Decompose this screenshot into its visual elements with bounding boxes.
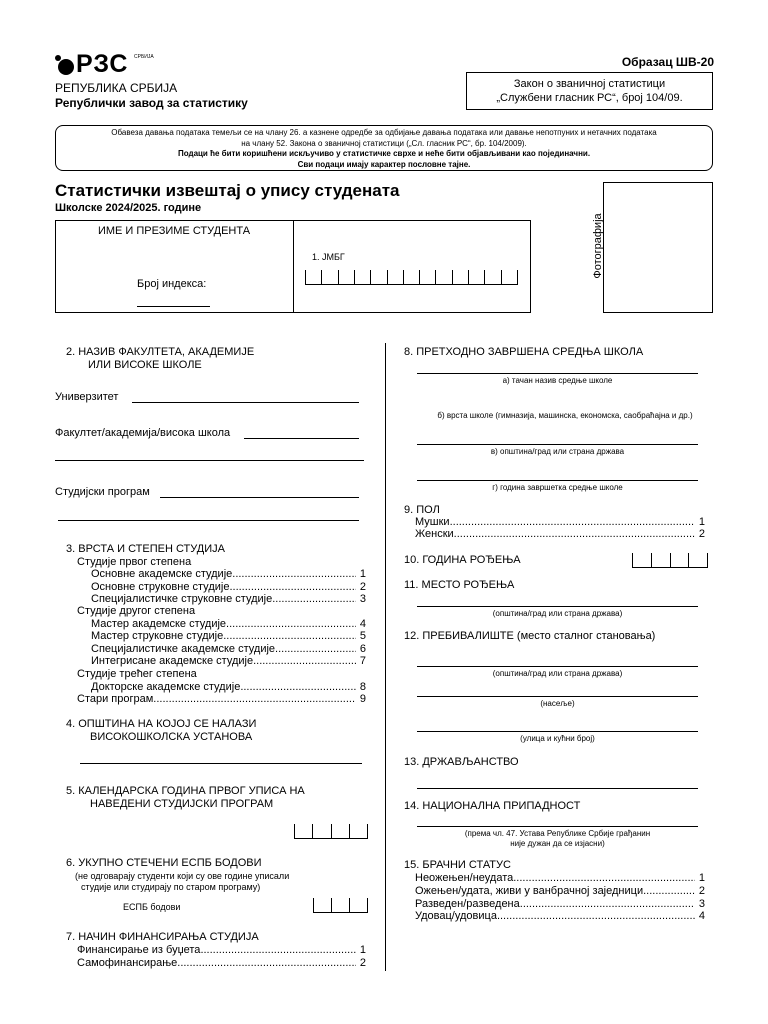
leader-dots [223,630,356,643]
caption-birthplace: (општина/град или страна држава) [492,609,623,618]
study-type-option-code: 8 [359,681,366,693]
comb-divider [349,898,350,912]
financing-option-label: Самофинансирање [77,957,178,969]
marital-status-option-4[interactable] [415,910,705,923]
faculty-label: Факултет/академија/висока школа [55,427,231,439]
comb-divider [501,270,502,284]
leader-dots [177,957,356,970]
comb-divider [707,553,708,567]
comb-divider [484,270,485,284]
sex-option-label: Женски [415,528,454,540]
program-field[interactable] [160,497,359,498]
municipality-field[interactable] [80,763,362,764]
comb-divider [403,270,404,284]
section-12-title: 12. ПРЕБИВАЛИШТЕ (место сталног становања) [404,630,656,642]
section-11-title: 11. МЕСТО РОЂЕЊА [404,579,515,591]
logo [54,52,154,78]
law-line-2: „Службени гласник РС“, број 104/09. [496,92,683,104]
id-box-divider [293,220,294,313]
financing-option-1[interactable] [77,944,366,957]
marital-status-option-code: 2 [698,885,705,897]
leader-dots [643,885,695,898]
law-box [466,72,713,110]
index-number-field[interactable] [137,306,210,307]
caption-nationality: (према чл. 47. Устава Републике Србије грађанин није дужан да се изјасни) [464,829,651,848]
section-9-title: 9. ПОЛ [404,504,440,516]
section-10-title: 10. ГОДИНА РОЂЕЊА [404,554,521,566]
leader-dots [153,693,356,706]
section-7-title: 7. НАЧИН ФИНАНСИРАЊА СТУДИЈА [66,931,259,943]
faculty-field[interactable] [244,438,359,439]
study-type-option-label: Докторске академске студије [91,681,241,693]
marital-status-option-code: 4 [698,910,705,922]
school-graduation-year-field[interactable] [417,480,698,481]
form-code: Образац ШВ-20 [621,55,714,69]
school-municipality-field[interactable] [417,444,698,445]
sex-option-label: Мушки [415,516,450,528]
section-13-title: 13. ДРЖАВЉАНСТВО [404,756,519,768]
caption-school-name: а) тачан назив средње школе [502,376,613,385]
notice-box [55,125,713,171]
sex-option-code: 1 [698,516,705,528]
study-type-option-label: Стари програм [77,693,154,705]
caption-school-municipality: в) општина/град или страна држава [490,447,625,456]
caption-school-graduation-year: г) година завршетка средње школе [492,483,623,492]
comb-divider [338,270,339,284]
espb-points-input[interactable] [313,897,368,913]
third-degree-label: Студије трећег степена [77,668,197,680]
jmbg-input[interactable] [305,269,518,285]
study-type-option-code: 1 [359,568,366,580]
comb-divider [331,824,332,838]
section-3-title: 3. ВРСТА И СТЕПЕН СТУДИЈА [66,543,225,555]
section-15-title: 15. БРАЧНИ СТАТУС [404,859,511,871]
student-name-label: ИМЕ И ПРЕЗИМЕ СТУДЕНТА [97,225,251,237]
photo-label: Фотографија [592,213,604,279]
section-4-title: 4. ОПШТИНА НА КОЈОЈ СЕ НАЛАЗИ ВИСОКОШКОЛСКА УСТАНОВА [66,718,257,743]
comb-divider [419,270,420,284]
financing-option-code: 1 [359,944,366,956]
study-type-option-5[interactable] [91,630,366,643]
first-degree-label: Студије првог степена [77,556,192,568]
leader-dots [497,910,695,923]
notice-line-3: Подаци ће бити коришћени искључиво у статистичке сврхе и неће бити објављивани као појединачни. [177,149,591,158]
citizenship-field[interactable] [417,788,698,789]
sex-option-code: 2 [698,528,705,540]
comb-divider [321,270,322,284]
leader-dots [272,593,356,606]
marital-status-option-label: Неожењен/неудата [415,872,514,884]
residence-municipality-field[interactable] [417,666,698,667]
study-type-option-label: Мастер академске студије [91,618,227,630]
jmbg-label: 1. ЈМБГ [312,252,345,262]
marital-status-option-2[interactable] [415,885,705,898]
institute-name: Републички завод за статистику [55,96,248,110]
caption-school-type: б) врста школе (гимназија, машинска, економска, саобраћајна и др.) [437,411,693,420]
espb-label: ЕСПБ бодови [123,902,181,912]
comb-divider [367,898,368,912]
study-type-option-3[interactable] [91,593,366,606]
section-2-title: 2. НАЗИВ ФАКУЛТЕТА, АКАДЕМИЈЕ ИЛИ ВИСОКЕ ШКОЛЕ [66,346,255,371]
faculty-field-line-2[interactable] [55,460,364,461]
section-6-title: 6. УКУПНО СТЕЧЕНИ ЕСПБ БОДОВИ [66,857,262,869]
program-field-line-2[interactable] [58,520,359,521]
index-number-label: Број индекса: [137,278,207,290]
law-line-1: Закон о званичној статистици [513,78,666,90]
study-type-option-code: 5 [359,630,366,642]
report-title: Статистички извештај о упису студената [55,181,400,200]
comb-divider [354,270,355,284]
comb-divider [688,553,689,567]
comb-divider [313,898,314,912]
comb-divider [632,553,633,567]
financing-option-label: Финансирање из буџета [77,944,201,956]
birth-year-input[interactable] [632,552,708,568]
leader-dots [232,568,356,581]
first-enrollment-year-input[interactable] [294,823,368,839]
nationality-field[interactable] [417,826,698,827]
study-type-option-code: 3 [359,593,366,605]
section-8-title: 8. ПРЕТХОДНО ЗАВРШЕНА СРЕДЊА ШКОЛА [404,346,644,358]
school-name-field[interactable] [417,373,698,374]
comb-divider [367,824,368,838]
logo-text: РЗС [76,50,129,78]
study-type-option-label: Интегрисане академске студије [91,655,254,667]
university-label: Универзитет [55,391,119,403]
section-5-title: 5. КАЛЕНДАРСКА ГОДИНА ПРВОГ УПИСА НА НАВЕДЕНИ СТУДИЈСКИ ПРОГРАМ [66,785,305,810]
caption-residence-street: (улица и кућни број) [520,734,595,743]
study-type-option-label: Основне академске студије [91,568,233,580]
residence-street-field[interactable] [417,731,698,732]
logo-mark-icon [54,54,76,76]
marital-status-option-1[interactable] [415,872,705,885]
comb-divider [517,270,518,284]
comb-divider [387,270,388,284]
caption-residence-settlement: (насеље) [540,699,575,708]
study-type-option-code: 6 [359,643,366,655]
section-14-title: 14. НАЦИОНАЛНА ПРИПАДНОСТ [404,800,581,812]
study-type-option-label: Основне струковне студије [91,581,230,593]
photo-box[interactable] [603,182,713,313]
comb-divider [370,270,371,284]
financing-option-2[interactable] [77,957,366,970]
comb-divider [468,270,469,284]
study-type-option-7[interactable] [91,655,366,668]
comb-divider [670,553,671,567]
birthplace-field[interactable] [417,606,698,607]
comb-divider [435,270,436,284]
leader-dots [454,528,695,541]
study-type-option-code: 2 [359,581,366,593]
marital-status-option-code: 3 [698,898,705,910]
leader-dots [513,872,695,885]
study-type-option-label: Специјалистичке академске студије [91,643,276,655]
section-6-note: (не одговарају студенти који су ове године уписали студије или студирају по старом програму) [75,871,290,892]
sex-option-2[interactable] [415,528,705,541]
notice-line-4: Сви подаци имају карактер пословне тајне. [297,159,471,169]
column-divider [385,343,386,971]
comb-divider [331,898,332,912]
financing-option-code: 2 [359,957,366,969]
comb-divider [294,824,295,838]
comb-divider [651,553,652,567]
republic-name: РЕПУБЛИКА СРБИЈА [55,81,178,95]
study-type-option-label: Специјалистичке струковне студије [91,593,273,605]
comb-divider [312,824,313,838]
marital-status-option-label: Удовац/удовица [415,910,497,922]
study-type-option-code: 7 [359,655,366,667]
caption-residence-municipality: (општина/град или страна држава) [492,669,623,678]
school-year: Школске 2024/2025. године [55,202,202,214]
university-field[interactable] [132,402,359,403]
residence-settlement-field[interactable] [417,696,698,697]
comb-divider [452,270,453,284]
comb-divider [349,824,350,838]
notice-line-1: Обавеза давања података темељи се на члану 26. а казнене одредбе за одбијање давања података или давање непотпуних и нетачних података [111,128,657,137]
program-label: Студијски програм [55,486,150,498]
study-type-option-1[interactable] [91,568,366,581]
study-type-option-9[interactable] [77,693,366,706]
marital-status-option-label: Ожењен/удата, живи у ванбрачној заједници [415,885,644,897]
marital-status-option-label: Разведен/разведена [415,898,520,910]
second-degree-label: Студије другог степена [77,605,196,617]
logo-subtext: СРБИЈА [134,54,154,60]
marital-status-option-code: 1 [698,872,705,884]
comb-divider [305,270,306,284]
study-type-option-code: 4 [359,618,366,630]
study-type-option-label: Мастер струковне студије [91,630,224,642]
leader-dots [200,944,355,957]
leader-dots [253,655,356,668]
notice-line-2: на члану 52. Закона о званичној статистици („Сл. гласник РС“, бр. 104/2009). [241,138,527,148]
study-type-option-code: 9 [359,693,366,705]
